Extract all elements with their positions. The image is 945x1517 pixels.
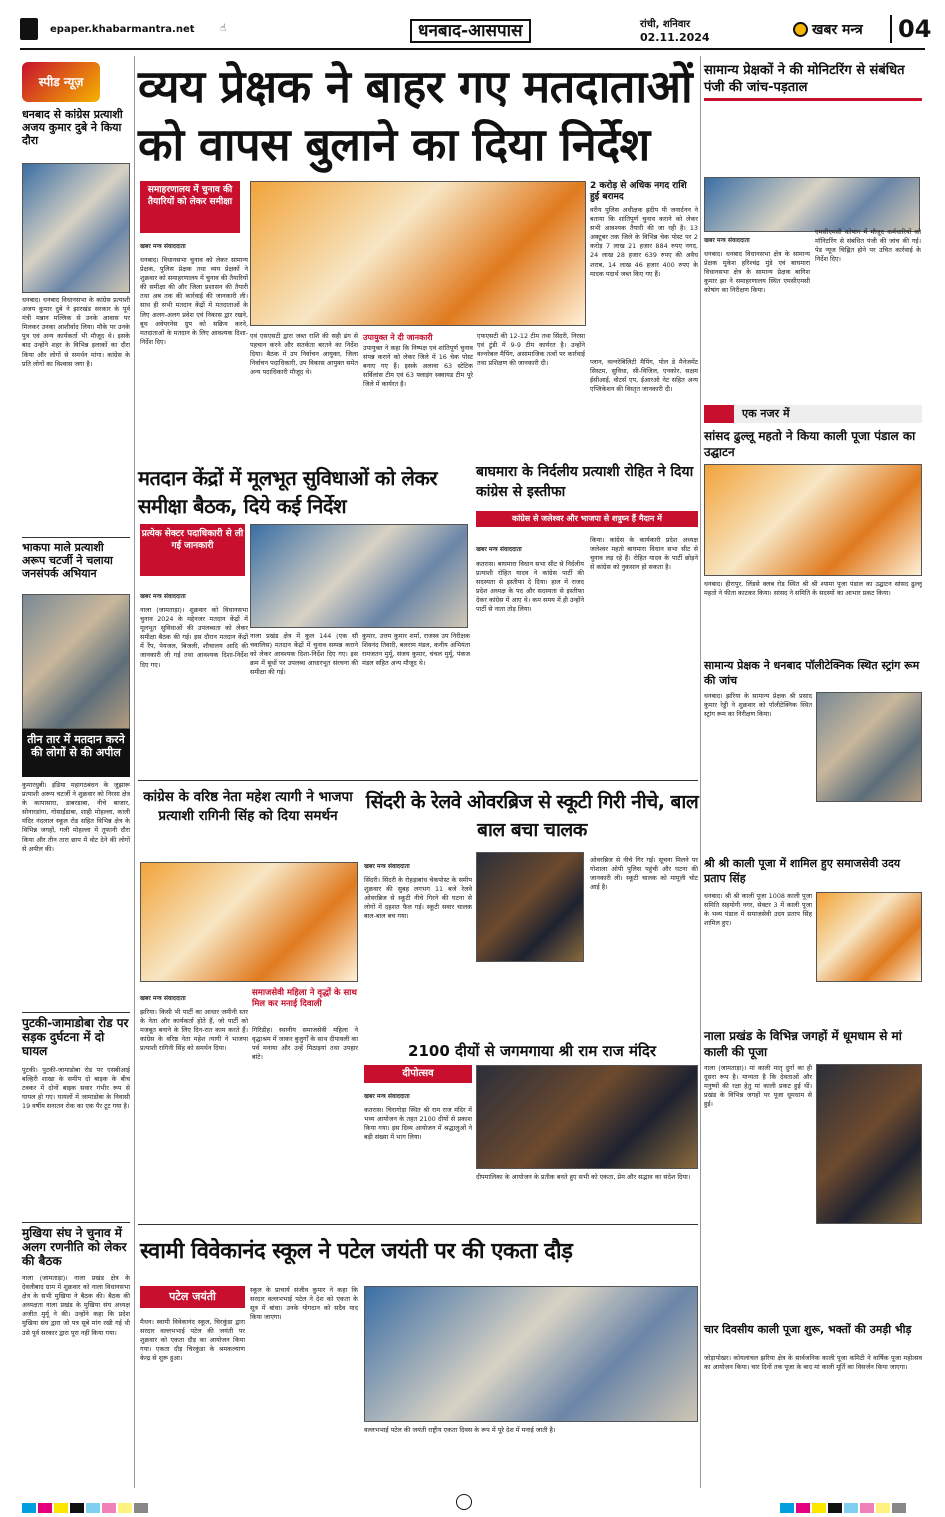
right-top-body-2: एमसीएमसी कोषांग में मौजूद कर्मचारियों को मॉनिटरिंग से संबंधित पंजी की जांच की गई। पेड न्यूज चिह्नित होने पर उचित कार्रवाई के निर्देश दिए। [815, 228, 921, 264]
congress-byline: खबर मन्त्र संवाददाता [140, 995, 186, 1002]
diwali-body: कतरास। चिरागोड़ा स्थित श्री राम राज मंदिर में भव्य आयोजन के तहत 2100 दीयों से प्रकाश किया गया। इस दिव्य आयोजन में श्रद्धालुओं ने बड़ी संख्या में भाग लिया। [364, 1106, 472, 1142]
right-story2-photo [816, 692, 922, 802]
date: 02.11.2024 [640, 31, 710, 44]
edition-label: धनबाद-आसपास [410, 19, 531, 43]
seizure-body-2: प्लान, वल्नरेबिलिटी मैपिंग, पोल डे मैनेजमेंट सिस्टम, सुविधा, सी-विजिल, एनकोर, सक्षम ईसीआई, वोटर्स एप, ईआरओ नेट सहित अन्य एप्लिकेशन की विस्तृत जानकारी दी। [590, 358, 698, 394]
diwali-headline: 2100 दीयों से जगमगाया श्री राम राज मंदिर [408, 1042, 656, 1060]
congress-photo [140, 862, 358, 982]
right-story5-headline: चार दिवसीय काली पूजा शुरू, भक्तों की उमड़ी भीड़ [704, 1323, 912, 1336]
nazar-label [704, 405, 922, 423]
left-story3-body: पुटकी। पुटकी-जामाडोबा रोड पर एसबीआई बल्हिरी शाखा के समीप दो बाइक के बीच टक्कर में दोनों बाइक सवार गंभीर रूप से घायल हो गए। घायलों में जामाडोबा के निवासी 19 वर्षीय सनातन रोक का एक पैर टूट गया है। [22, 1066, 130, 1111]
left-story3-headline: पुटकी-जामाडोबा रोड पर सड़क दुर्घटना में दो घायल [22, 1016, 129, 1058]
right-story2-body: धनबाद। झरिया के सामान्य प्रेक्षक श्री प्रसाद कुमार रेड्डी ने शुक्रवार को पॉलीटेक्निक स्थित स्ट्रांग रूम का निरीक्षण किया। [704, 692, 812, 719]
right-top-body: धनबाद। धनबाद विधानसभा क्षेत्र के सामान्य प्रेक्षक मुकेश हरिश्चंद्र मुंडे एवं बाघमारा विधानसभा क्षेत्र के सामान्य प्रेक्षक बागिश कुमार झा ने समाहरणालय स्थित एमसीएमसी कोषांग का निरीक्षण किया। [704, 250, 810, 295]
right-story5-body: जोड़ापोखर। कोयलांचल झरिया क्षेत्र के सार्वजनिक काली पूजा कमिटी ने वार्षिक पूजा महोत्सव का आयोजन किया। चार दिनों तक पूजा के बाद मां काली मूर्ति का विसर्जन किया जाएगा। [704, 1354, 922, 1372]
left-story1-body: धनबाद। धनबाद विधानसभा के कांग्रेस प्रत्याशी अजय कुमार दुबे ने झारखंड सरकार के पूर्व मंत्री मन्नान मल्लिक से उनके आवास पर मिलकर उनका आशीर्वाद लिया। मौके पर उनके पुत्र एवं अन्य कार्यकर्ता भी मौजूद थे। इसके बाद उन्होंने शहर के विभिन्न इलाकों का दौरा किया और लोगों से समर्थन मांगा। कांग्रेस के प्रति लोगों का विश्वास जगा है। [22, 296, 130, 368]
brand-mark-icon [793, 22, 808, 37]
sindri-body-2: ओवरब्रिज से नीचे गिर गई। सूचना मिलने पर गोशाला ओपी पुलिस पहुंची और घटना की जानकारी ली। स्कूटी चालक को मामूली चोट आई है। [590, 856, 698, 892]
mid-body-c: कुमार, उत्तम कुमार शर्मा, राजस्व उप निरीक्षक शिवनंद तिवारी, बलराम मंडल, कनीय अभियंता रामजतन मुर्मू, संजय कुमार, चंचल मुर्मू, पंकज मंडल सहित अन्य मौजूद थे। [362, 632, 470, 668]
diwali-body-2: दीपमालिका के आयोजन के प्रतीक बनते हुए सभी को एकता, प्रेम और सद्भाव का संदेश दिया। [476, 1173, 691, 1181]
mid-headline: मतदान केंद्रों में मूलभूत सुविधाओं को लेकर समीक्षा बैठक, दिये कई निर्देश [138, 466, 438, 518]
right-story3-photo [816, 892, 922, 982]
vivekanand-body-c: वल्लभभाई पटेल की जयंती राष्ट्रीय एकता दिवस के रूप में पूरे देश में मनाई जाती है। [364, 1426, 556, 1434]
diwali-tag: दीपोत्सव [364, 1065, 472, 1083]
lead-body-b: एवं एसएसटी द्वारा जब्त राशि की सही ढंग से पहचान करने और सतर्कता बरतने का निर्देश दिया। बैठक में उप निर्वाचन आयुक्त, जिला निर्वाचन पदाधिकारी, उप विकास आयुक्त समेत अन्य पदाधिकारी मौजूद थे। [250, 332, 358, 377]
lead-tag: समाहरणालय में चुनाव की तैयारियों को लेकर समीक्षा [140, 181, 240, 233]
mid-body-b: नाला प्रखंड क्षेत्र में कुल 144 (एक सौ चवालिस) मतदान केंद्रों में चुनाव सम्पन्न कराने को लेकर आवश्यक दिशा-निर्देश दिए गए। इस क्रम में बूथों पर उपलब्ध आधारभूत संरचना की समीक्षा की गई। [250, 632, 358, 677]
divider [138, 780, 698, 781]
right-story4-headline: नाला प्रखंड के विभिन्न जगहों में धूमधाम से मां काली की पूजा [704, 1029, 902, 1059]
lead-body-a: धनबाद। विधानसभा चुनाव को लेकर सामान्य प्रेक्षक, पुलिस प्रेक्षक तथा व्यय प्रेक्षकों ने शुक्रवार को समाहरणालय में चुनाव की तैयारियों की समीक्षा की और जिला प्रशासन की तैयारी तथा अब तक की कार्रवाई की जानकारी ली। साथ ही सभी मतदान केंद्रों में मतदाताओं के लिए अलग-अलग प्रवेश एवं निकास द्वार रखने, बूथ अवेयरनेस ग्रुप को सक्रिय करने, मतदाताओं के मतदान के लिए आवश्यक दिशा-निर्देश दिए। [140, 256, 248, 346]
baghmara-body-b: किया। कांग्रेस के कार्यकारी प्रदेश अध्यक्ष जलेश्वर महतो बाघमारा विधान सभा सीट से चुनाव लड़ रहे हैं। रोहित यादव के पार्टी छोड़ने से कांग्रेस को नुकसान हो सकता है। [590, 536, 698, 572]
column-rule [134, 56, 135, 1488]
sindri-body: सिंदरी। सिंदरी के रोहड़ाबांध चेकपोस्ट के समीप शुक्रवार की सुबह लगभग 11 बजे रेलवे ओवरब्रिज से स्कूटी नीचे गिरने की घटना से लोगों में दहशत फैल गई। स्कूटी सवार चालक बाल-बाल बच गया। [364, 876, 472, 921]
congress-body: झरिया। किसी भी पार्टी का आधार जमीनी स्तर के नेता और कार्यकर्ता होते हैं, जो पार्टी को मजबूत बनाने के लिए दिन-रात काम करते हैं। कांग्रेस के वरिष्ठ नेता महेश त्यागी ने भाजपा प्रत्याशी रागिनी सिंह को समर्थन दिया। [140, 1008, 248, 1053]
left-story2-caption: तीन तार में मतदान करने की लोगों से की अपील [22, 729, 130, 777]
speed-news-text: स्पीड न्यूज़ [38, 75, 84, 89]
cursor-icon: ☝ [220, 23, 227, 34]
left-story1-photo [22, 163, 130, 293]
baghmara-byline: खबर मन्त्र संवाददाता [476, 546, 522, 553]
left-story4-body: नाला (जामताड़ा)। नाला प्रखंड क्षेत्र के देवलीबाद ग्राम में शुक्रवार को नाला विधानसभा क्षेत्र के सभी मुखिया ने बैठक की। बैठक की अध्यक्षता नाला प्रखंड के मुखिया संघ अध्यक्ष अजीत मुर्मू ने की। उन्होंने कहा कि प्रदेश मुखिया संघ द्वारा जो पत्र सूबे मांग रखी गई थी उसे पूर्व सरकार द्वारा पूरा नहीं किया गया। [22, 1274, 130, 1337]
seizure-headline: 2 करोड़ से अधिक नगद राशि हुई बरामद [590, 181, 687, 202]
right-story1-body: धनबाद। हीरापुर, लिंडसे क्लब रोड स्थित श्री श्री श्यामा पूजा पंडाल का उद्घाटन सांसद ढुल्लू महतो ने फीता काटकर किया। सांसद ने समिति के सदस्यों का आभार प्रकट किया। [704, 580, 922, 598]
vivekanand-body-b: स्कूल के प्राचार्य संजीव कुमार ने कहा कि सरदार वल्लभभाई पटेल ने देश को एकता के सूत्र में बांधा। उनके योगदान को सदैव याद किया जाएगा। [250, 1286, 358, 1322]
vivekanand-body-a: मैथन। स्वामी विवेकानंद स्कूल, चिरकुंडा द्वारा सरदार वल्लभभाई पटेल की जयंती पर शुक्रवार को एकता दौड़ का आयोजन किया गया। एकता दौड़ चिरकुंडा के श्रमकल्याण केन्द्र से शुरू हुआ। [140, 1318, 245, 1363]
divider [22, 1222, 130, 1223]
right-story1-headline: सांसद ढुल्लू महतो ने किया काली पूजा पंडाल का उद्घाटन [704, 429, 916, 459]
baghmara-body-a: कतरास। बाघमारा विधान सभा सीट से निर्दलीय प्रत्याशी रोहित यादव ने कांग्रेस पार्टी की सदस्यता से इस्तीफा दे दिया। हाल में राजद प्रदेश अध्यक्ष के पद और सदस्यता से इस्तीफा देकर कांग्रेस में आए थे। कम समय में ही उन्होंने पार्टी से नाता तोड़ लिया। [476, 560, 584, 614]
right-top-headline: सामान्य प्रेक्षकों ने की मोनिटरिंग से संबंधित पंजी की जांच-पड़ताल [704, 62, 922, 101]
lead-body-c: एफएसटी की 12-12 टीम तथा सिंदरी, निरसा एवं टुंडी में 9-9 टीम कार्यरत है। उन्होंने वल्नरेबल मैपिंग, असामाजिक तत्वों पर कार्रवाई तथा प्रशिक्षण की जानकारी दी। [477, 332, 585, 368]
right-top-byline: खबर मन्त्र संवाददाता [704, 237, 750, 244]
lead-headline: व्यय प्रेक्षक ने बाहर गए मतदाताओं को वापस बुलाने का दिया निर्देश [138, 60, 693, 171]
site-url[interactable]: epaper.khabarmantra.net [50, 24, 195, 35]
diwali-photo [476, 1065, 698, 1169]
mid-byline: खबर मन्त्र संवाददाता [140, 593, 186, 600]
baghmara-tag: कांग्रेस से जलेश्वर और भाजपा से शत्रुघ्न हैं मैदान में [476, 511, 698, 527]
vivekanand-headline: स्वामी विवेकानंद स्कूल ने पटेल जयंती पर की एकता दौड़ [140, 1239, 573, 1264]
lead-byline: खबर मन्त्र संवाददाता [140, 243, 186, 250]
lead-caption-body: उपायुक्त ने कहा कि निष्पक्ष एवं शांतिपूर्ण चुनाव संपन्न कराने को लेकर जिले में 16 चेक पोस्ट बनाए गए हैं। इसके अलावा 63 स्टेटिक सर्विलांस टीम एवं 63 फ्लाइंग स्क्वायड टीम पूरे जिले में कार्यरत है। [363, 344, 473, 389]
sindri-headline: सिंदरी के रेलवे ओवरब्रिज से स्कूटी गिरी नीचे, बाल बाल बचा चालक [365, 791, 699, 841]
page-number: 04 [890, 15, 931, 43]
registration-color-bar-right [780, 1498, 908, 1517]
vivekanand-tag: पटेल जयंती [140, 1286, 245, 1308]
left-story2-headline: भाकपा माले प्रत्याशी अरूप चटर्जी ने चलाया जनसंपर्क अभियान [22, 541, 113, 580]
mid-photo [250, 524, 468, 628]
vivekanand-photo [364, 1286, 698, 1422]
right-story1-photo [704, 464, 922, 576]
mid-tag: प्रत्येक सेक्टर पदाधिकारी से ली गई जानकारी [140, 524, 245, 576]
baghmara-headline: बाघमारा के निर्दलीय प्रत्याशी रोहित ने दिया कांग्रेस से इस्तीफा [476, 464, 694, 500]
sindri-byline: खबर मन्त्र संवाददाता [364, 863, 410, 870]
registration-color-bar-left [22, 1498, 150, 1517]
sindri-photo [476, 852, 584, 962]
right-story2-headline: सामान्य प्रेक्षक ने धनबाद पॉलीटेक्निक स्थित स्ट्रांग रूम की जांच [704, 659, 920, 687]
diwali-byline: खबर मन्त्र संवाददाता [364, 1093, 410, 1100]
left-story2-photo [22, 594, 130, 729]
brand-name: खबर मन्त्र [812, 22, 863, 38]
registration-mark-icon [456, 1494, 472, 1510]
column-rule [700, 56, 701, 1488]
divider [138, 1224, 698, 1225]
left-story4-headline: मुखिया संघ ने चुनाव में अलग रणनीति को लेकर की बैठक [22, 1226, 127, 1268]
divider [22, 1012, 130, 1013]
congress-headline: कांग्रेस के वरिष्ठ नेता महेश त्यागी ने भाजपा प्रत्याशी रागिनी सिंह को दिया समर्थन [143, 789, 353, 824]
lead-photo-caption: उपायुक्त ने दी जानकारी [363, 333, 433, 342]
speed-news-logo [22, 62, 100, 102]
right-story4-photo [816, 1064, 922, 1224]
right-story3-headline: श्री श्री काली पूजा में शामिल हुए समाजसेवी उदय प्रताप सिंह [704, 857, 901, 885]
congress-sub-body: गिरिडीह। स्थानीय समाजसेवी महिला ने वृद्धाश्रम में जाकर बुजुर्गों के साथ दीपावली का पर्व मनाया और उन्हें मिठाइयां तथा उपहार बांटे। [252, 1026, 358, 1062]
left-story2-body: कुमारधुबी। इंडिया महागठबंधन के जुझारू प्रत्याशी अरूप चटर्जी ने शुक्रवार को निरसा क्षेत्र के कापासारा, डाबरडाबा, नीचे बाजार, सोनारडांगा, गोसाईंडाबा, शाही मोहल्ला, काली मंदिर नंदलाल स्कूल रोड सहित विभिन्न क्षेत्र के विभिन्न जगहों, गली मोहल्ला में तूफानी दौरा किया और तीन तारा छाप में वोट देने की लोगों से अपील की। [22, 781, 130, 853]
left-story1-headline: धनबाद से कांग्रेस प्रत्याशी अजय कुमार दुबे ने किया दौरा [22, 108, 123, 147]
congress-sub-headline: समाजसेवी महिला ने वृद्धों के साथ मिल कर मनाई दिवाली [252, 988, 357, 1009]
divider [22, 537, 130, 538]
city-day: रांची, शनिवार [640, 19, 691, 30]
mid-body-a: नाला (जामताड़ा)। शुक्रवार को विधानसभा चुनाव 2024 के मद्देनजर मतदान केंद्रों में मूलभूत सुविधाओं की उपलब्धता को लेकर समीक्षा बैठक की गई। इस दौरान मतदान केंद्रों में रैंप, पेयजल, बिजली, शौचालय आदि की जानकारी ली गई तथा आवश्यक दिशा-निर्देश दिए गए। [140, 606, 248, 669]
lead-photo-main [250, 181, 586, 326]
right-story4-body: नाला (जामताड़ा)। मां काली मातृ दुर्गा का ही दूसरा रूप है। मान्यता है कि देवताओं और मनुष्यों की रक्षा हेतु मां काली प्रकट हुई थीं। प्रखंड के विभिन्न जगहों पर पूजा धूमधाम से हुई। [704, 1064, 812, 1109]
nazar-text: एक नजर में [742, 407, 790, 420]
seizure-body: वरीय पुलिस अधीक्षक ह्रदीप पी जनार्दनन ने बताया कि शांतिपूर्ण चुनाव कराने को लेकर सभी आवश्यक तैयारी की जा रही है। 13 अक्टूबर तक जिले के विभिन्न चेक पोस्ट पर 2 करोड़ 7 लाख 21 हजार 884 रुपए नगद, 24 लाख 28 हजार 639 रुपए की अवैध शराब, 14 लाख 46 हजार 400 रुपए के मादक पदार्थ जब्त किए गए हैं। [590, 206, 698, 278]
brand-logo-left [20, 18, 38, 40]
right-story3-body: धनबाद। श्री श्री काली पूजा 1008 काली पूजा समिति सहयोगी नगर, सेक्टर 3 में काली पूजा के भव्य पंडाल में समाजसेवी उदय प्रताप सिंह शामिल हुए। [704, 892, 812, 928]
lead-photo-right [704, 177, 920, 232]
page-header [20, 14, 932, 50]
